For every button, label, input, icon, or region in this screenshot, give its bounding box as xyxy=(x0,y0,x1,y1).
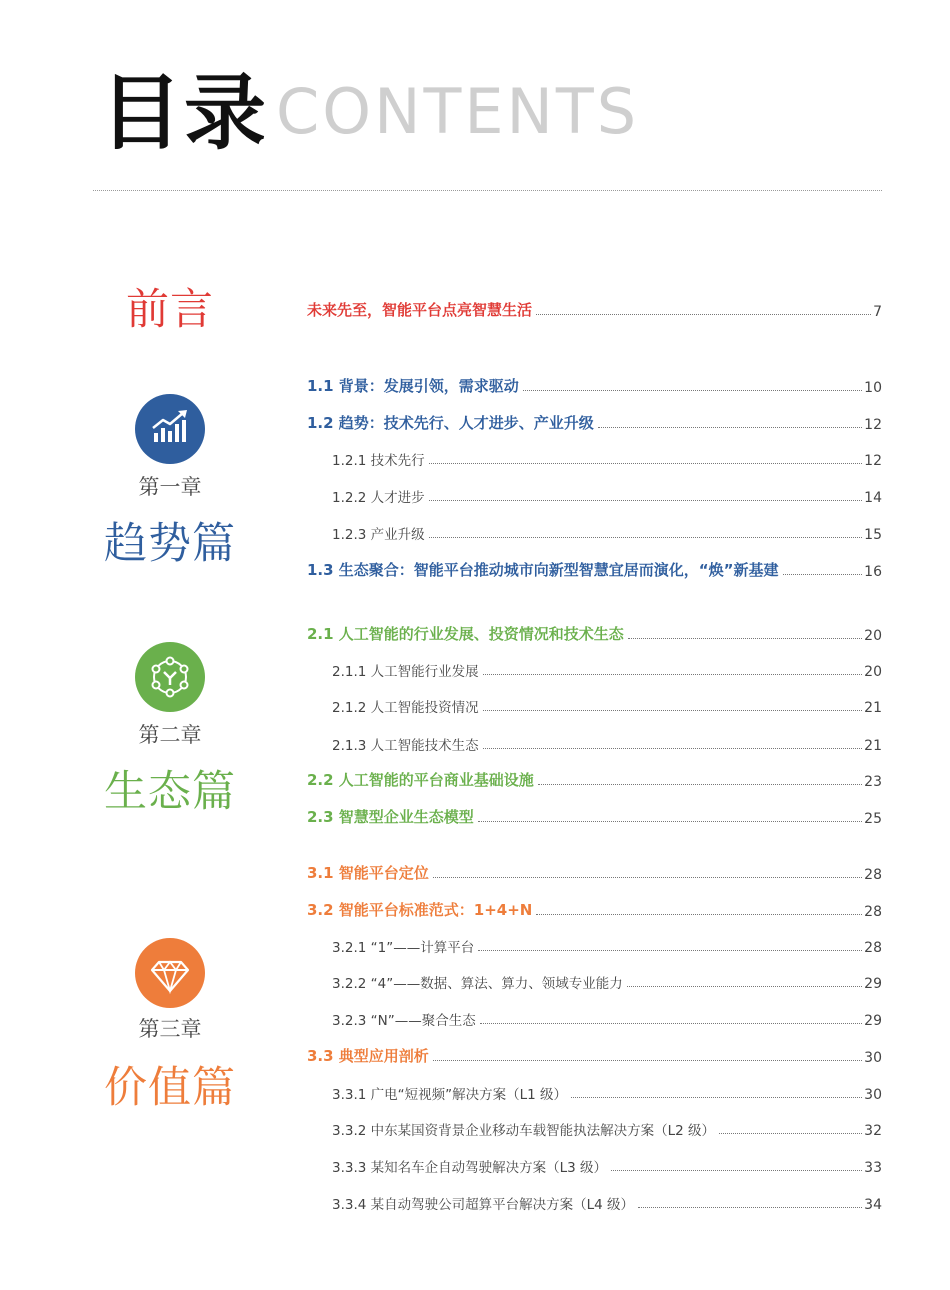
toc-page-number: 15 xyxy=(864,527,882,543)
toc-entry-label: 1.1 背景：发展引领，需求驱动 xyxy=(307,377,519,395)
toc-entry-3-2-2[interactable] xyxy=(332,968,882,992)
toc-entry-label: 3.3.4 某自动驾驶公司超算平台解决方案（L4 级） xyxy=(332,1197,635,1213)
toc-entry-label: 3.2.1 “1”——计算平台 xyxy=(332,940,475,956)
toc-entry-1-2-2[interactable] xyxy=(332,482,882,506)
toc-leader xyxy=(627,986,862,987)
toc-page-number: 21 xyxy=(864,738,882,754)
rising-bar-chart-icon xyxy=(135,394,205,464)
toc-entry-3-2-3[interactable] xyxy=(332,1005,882,1029)
toc-entry-1-2-3[interactable] xyxy=(332,519,882,543)
toc-entry-label: 3.3 典型应用剖析 xyxy=(307,1047,429,1065)
toc-page-number: 23 xyxy=(864,774,882,790)
header-divider xyxy=(93,190,882,191)
toc-entry-label: 2.2 人工智能的平台商业基础设施 xyxy=(307,771,534,789)
toc-leader xyxy=(483,748,863,749)
chapter-1-title: 趋势篇 xyxy=(104,519,236,569)
toc-entry-2-1-2[interactable] xyxy=(332,692,882,716)
chapter-3-number: 第三章 xyxy=(138,1017,202,1041)
page-title: 目录 xyxy=(100,66,269,161)
toc-page-number: 16 xyxy=(864,564,882,580)
toc-entry-3-3-2[interactable] xyxy=(332,1115,882,1139)
toc-leader xyxy=(611,1170,862,1171)
toc-leader xyxy=(638,1207,862,1208)
toc-entry-label: 3.3.2 中东某国资背景企业移动车载智能执法解决方案（L2 级） xyxy=(332,1123,716,1139)
toc-entry-label: 2.1.1 人工智能行业发展 xyxy=(332,664,479,680)
chapter-1-number: 第一章 xyxy=(138,475,202,499)
toc-page-number: 28 xyxy=(864,940,882,956)
toc-entry-label: 未来先至，智能平台点亮智慧生活 xyxy=(307,301,533,319)
page-title-english: CONTENTS xyxy=(276,75,640,148)
toc-leader xyxy=(478,950,862,951)
toc-leader xyxy=(719,1133,862,1134)
toc-leader xyxy=(480,1023,862,1024)
toc-entry-1-3[interactable] xyxy=(307,556,882,580)
toc-entry-label: 1.2.1 技术先行 xyxy=(332,453,425,469)
toc-entry-1-1[interactable] xyxy=(307,372,882,396)
preface-title: 前言 xyxy=(126,285,214,335)
toc-entry-label: 3.3.1 广电“短视频”解决方案（L1 级） xyxy=(332,1087,568,1103)
toc-page-number: 25 xyxy=(864,811,882,827)
toc-leader xyxy=(523,390,862,391)
toc-page-number: 28 xyxy=(864,867,882,883)
toc-entry-label: 3.3.3 某知名车企自动驾驶解决方案（L3 级） xyxy=(332,1160,608,1176)
toc-entry-label: 3.2.2 “4”——数据、算法、算力、领域专业能力 xyxy=(332,976,623,992)
toc-entry-2-1-3[interactable] xyxy=(332,730,882,754)
toc-entry-label: 2.1 人工智能的行业发展、投资情况和技术生态 xyxy=(307,625,624,643)
toc-entry-2-2[interactable] xyxy=(307,766,882,790)
toc-page-number: 29 xyxy=(864,976,882,992)
toc-leader xyxy=(429,537,863,538)
toc-page-number: 30 xyxy=(864,1087,882,1103)
toc-entry-label: 2.3 智慧型企业生态模型 xyxy=(307,808,474,826)
toc-leader xyxy=(433,877,862,878)
toc-entry-3-3-4[interactable] xyxy=(332,1189,882,1213)
toc-entry-preface[interactable] xyxy=(307,296,882,320)
toc-page-number: 12 xyxy=(864,453,882,469)
toc-entry-label: 1.3 生态聚合：智能平台推动城市向新型智慧宜居而演化，“焕”新基建 xyxy=(307,561,779,579)
toc-page-number: 33 xyxy=(864,1160,882,1176)
toc-entry-3-2-1[interactable] xyxy=(332,932,882,956)
toc-entry-2-1-1[interactable] xyxy=(332,656,882,680)
toc-entry-label: 2.1.3 人工智能技术生态 xyxy=(332,738,479,754)
chapter-3-title: 价值篇 xyxy=(104,1063,236,1113)
toc-entry-3-3-3[interactable] xyxy=(332,1152,882,1176)
toc-leader xyxy=(628,638,862,639)
toc-entry-2-3[interactable] xyxy=(307,803,882,827)
toc-leader xyxy=(536,914,862,915)
toc-page-number: 20 xyxy=(864,628,882,644)
toc-leader xyxy=(538,784,862,785)
toc-entry-label: 1.2.3 产业升级 xyxy=(332,527,425,543)
toc-leader xyxy=(598,427,862,428)
toc-entry-1-2[interactable] xyxy=(307,409,882,433)
toc-leader xyxy=(783,574,863,575)
toc-entry-label: 3.1 智能平台定位 xyxy=(307,864,429,882)
toc-entry-label: 3.2 智能平台标准范式：1+4+N xyxy=(307,901,533,919)
toc-page-number: 14 xyxy=(864,490,882,506)
chapter-2-number: 第二章 xyxy=(138,723,202,747)
toc-entry-3-1[interactable] xyxy=(307,859,882,883)
toc-leader xyxy=(429,500,863,501)
toc-leader xyxy=(483,674,863,675)
toc-entry-label: 3.2.3 “N”——聚合生态 xyxy=(332,1013,476,1029)
toc-leader xyxy=(483,710,863,711)
toc-entry-3-2[interactable] xyxy=(307,896,882,920)
toc-page-number: 32 xyxy=(864,1123,882,1139)
toc-entry-3-3[interactable] xyxy=(307,1042,882,1066)
toc-leader xyxy=(536,314,871,315)
toc-entry-label: 1.2.2 人才进步 xyxy=(332,490,425,506)
toc-entry-3-3-1[interactable] xyxy=(332,1079,882,1103)
toc-leader xyxy=(478,821,862,822)
toc-page-number: 34 xyxy=(864,1197,882,1213)
toc-leader xyxy=(571,1097,862,1098)
toc-page-number: 12 xyxy=(864,417,882,433)
network-nodes-icon xyxy=(135,642,205,712)
toc-page-number: 10 xyxy=(864,380,882,396)
toc-page-number: 7 xyxy=(873,304,882,320)
toc-page-number: 29 xyxy=(864,1013,882,1029)
toc-page-number: 30 xyxy=(864,1050,882,1066)
toc-page-number: 28 xyxy=(864,904,882,920)
toc-entry-label: 2.1.2 人工智能投资情况 xyxy=(332,700,479,716)
toc-entry-1-2-1[interactable] xyxy=(332,445,882,469)
diamond-icon xyxy=(135,938,205,1008)
toc-entry-label: 1.2 趋势：技术先行、人才进步、产业升级 xyxy=(307,414,594,432)
toc-leader xyxy=(429,463,863,464)
toc-leader xyxy=(433,1060,862,1061)
toc-page-number: 20 xyxy=(864,664,882,680)
toc-page-number: 21 xyxy=(864,700,882,716)
chapter-2-title: 生态篇 xyxy=(104,767,236,817)
toc-entry-2-1[interactable] xyxy=(307,620,882,644)
